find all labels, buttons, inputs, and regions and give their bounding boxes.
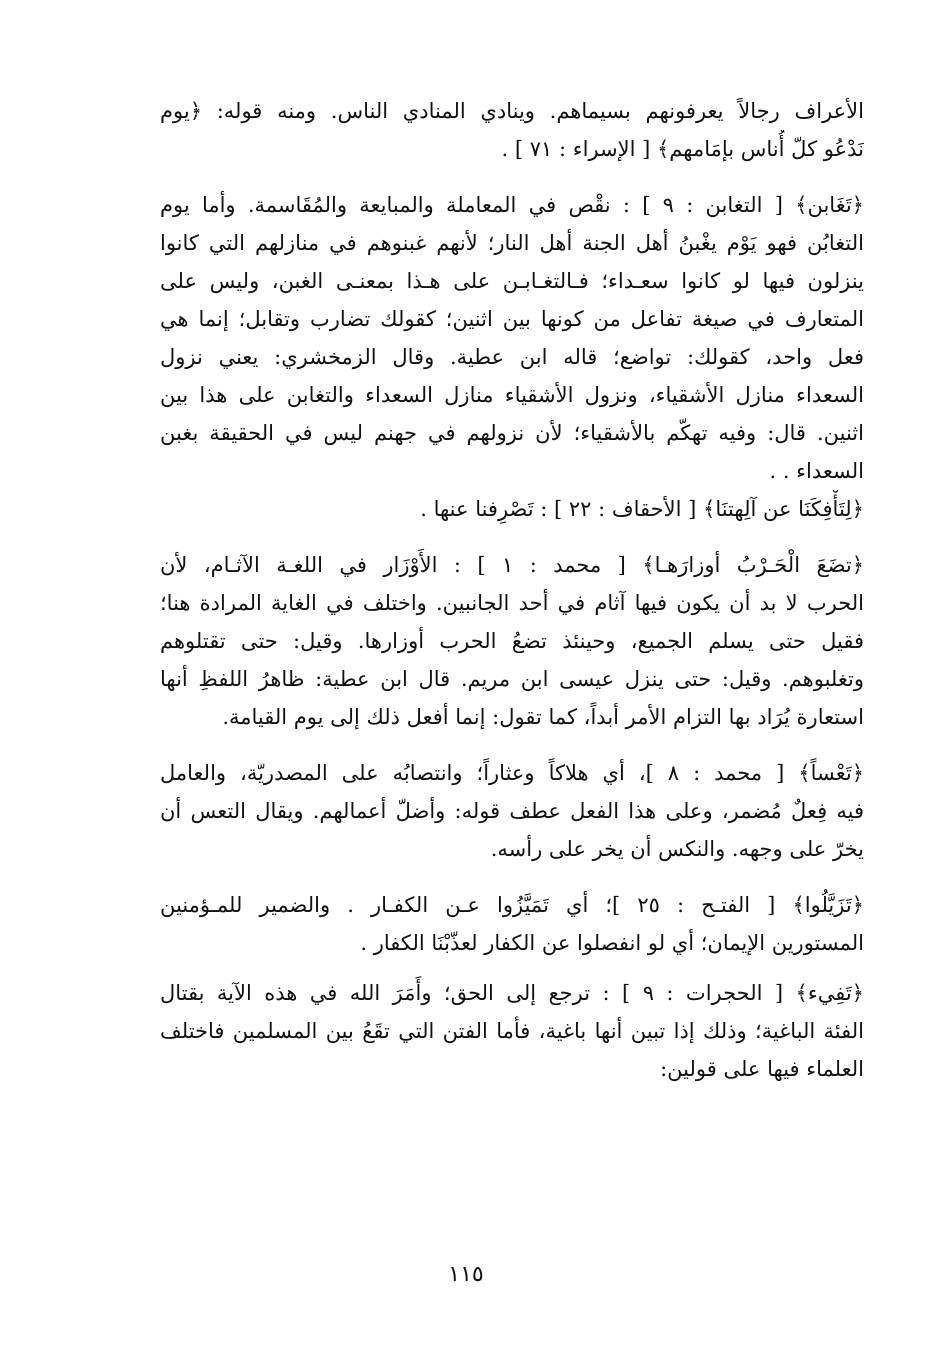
text-line: المستورين الإيمان؛ أي لو انفصلوا عن الكفار لعذّبْنَا الكفار .: [360, 931, 864, 955]
text-line: ﴿تَفِيء﴾ [ الحجرات : ٩ ] : ترجع إلى الحق؛ وأَمَرَ الله في هذه الآية بقتال: [160, 981, 864, 1005]
page-number: ١١٥: [448, 1262, 484, 1287]
text-line: ﴿تَغَابن﴾ [ التغابن : ٩ ] : نقْص في المعاملة والمبايعة والمُقَاسمة. وأما يوم: [160, 193, 864, 217]
text-line: الأعراف رجالاً يعرفونهم بسيماهم. وينادي المنادي الناس. ومنه قوله: ﴿يوم: [160, 99, 864, 123]
paragraph-tafi: [160, 974, 864, 1088]
paragraph-arafat: [160, 92, 864, 168]
text-line: ﴿لِتَأْفِكَنَا عن آلِهتنَا﴾ [ الأحقاف : ٢٢ ] : تَصْرِفنا عنها .: [420, 497, 864, 521]
text-line: ينزلون فيها لو كانوا سعـداء؛ فـالتغـابـن على هـذا بمعنـى الغبن، وليس على: [160, 269, 864, 293]
text-line: فعل واحد، كقولك: تواضع؛ قاله ابن عطية. وقال الزمخشري: يعني نزول: [160, 345, 864, 369]
paragraph-taghabun: [160, 186, 864, 528]
paragraph-awzar: [160, 546, 864, 736]
text-line: التغابُن فهو يَوْم يغْبنُ أهل الجنة أهل النار؛ لأنهم غبنوهم في منازلهم التي كانوا: [160, 231, 864, 255]
text-line: الحرب لا بد أن يكون فيها آثام في أحد الجانبين. واختلف في الغاية المرادة هنا؛: [160, 591, 864, 615]
text-line: فقيل حتى يسلم الجميع، وحينئذ تضعُ الحرب أوزارها. وقيل: حتى تقتلوهم: [160, 629, 864, 653]
paragraph-tazayyalu: [160, 886, 864, 962]
text-line: ﴿تَعْساً﴾ [ محمد : ٨ ]، أي هلاكاً وعثاراً؛ وانتصابُه على المصدريّة، والعامل: [160, 761, 864, 785]
text-line: اثنين. قال: وفيه تهكّم بالأشقياء؛ لأن نزولهم في جهنم ليس في الحقيقة بغبن: [160, 421, 864, 445]
text-line: يخرّ على وجهه. والنكس أن يخر على رأسه.: [490, 837, 864, 861]
text-line: وتغلبوهم. وقيل: حتى ينزل عيسى ابن مريم. قال ابن عطية: ظاهرُ اللفظِ أنها: [160, 667, 864, 691]
text-line: الفئة الباغية؛ وذلك إذا تبين أنها باغية، فأما الفتن التي تقَعُ بين المسلمين فاختلف: [160, 1019, 864, 1043]
text-line: العلماء فيها على قولين:: [660, 1057, 864, 1081]
text-line: فيه فِعلٌ مُضمر، وعلى هذا الفعل عطف قوله: وأضلّ أعمالهم. ويقال التعس أن: [160, 799, 864, 823]
text-line: السعداء . .: [769, 459, 864, 483]
page-body-text: [160, 92, 864, 1106]
text-line: ﴿تضَعَ الْحَـرْبُ أوزارَهـا﴾ [ محمد : ١ ] : الأَوْزَار في اللغـة الآثـام، لأن: [160, 553, 864, 577]
text-line: استعارة يُرَاد بها التزام الأمر أبداً، كما تقول: إنما أفعل ذلك إلى يوم القيامة.: [222, 705, 864, 729]
paragraph-tasan: [160, 754, 864, 868]
text-line: المتعارف في صيغة تفاعل من كونها بين اثنين؛ كقولك تضارب وتقابل؛ إنما هي: [160, 307, 864, 331]
text-line: السعداء منازل الأشقياء، ونزول الأشقياء منازل السعداء والتغابن على هذا بين: [160, 383, 864, 407]
text-line: نَدْعُو كلّ أُناس بإمَامهم﴾ [ الإسراء : ٧١ ] .: [501, 137, 864, 161]
text-line: ﴿تَزَيَّلُوا﴾ [ الفتـح : ٢٥ ]؛ أي تَمَيَّزُوا عـن الكفـار . والضمير للمـؤمنين: [160, 893, 864, 917]
